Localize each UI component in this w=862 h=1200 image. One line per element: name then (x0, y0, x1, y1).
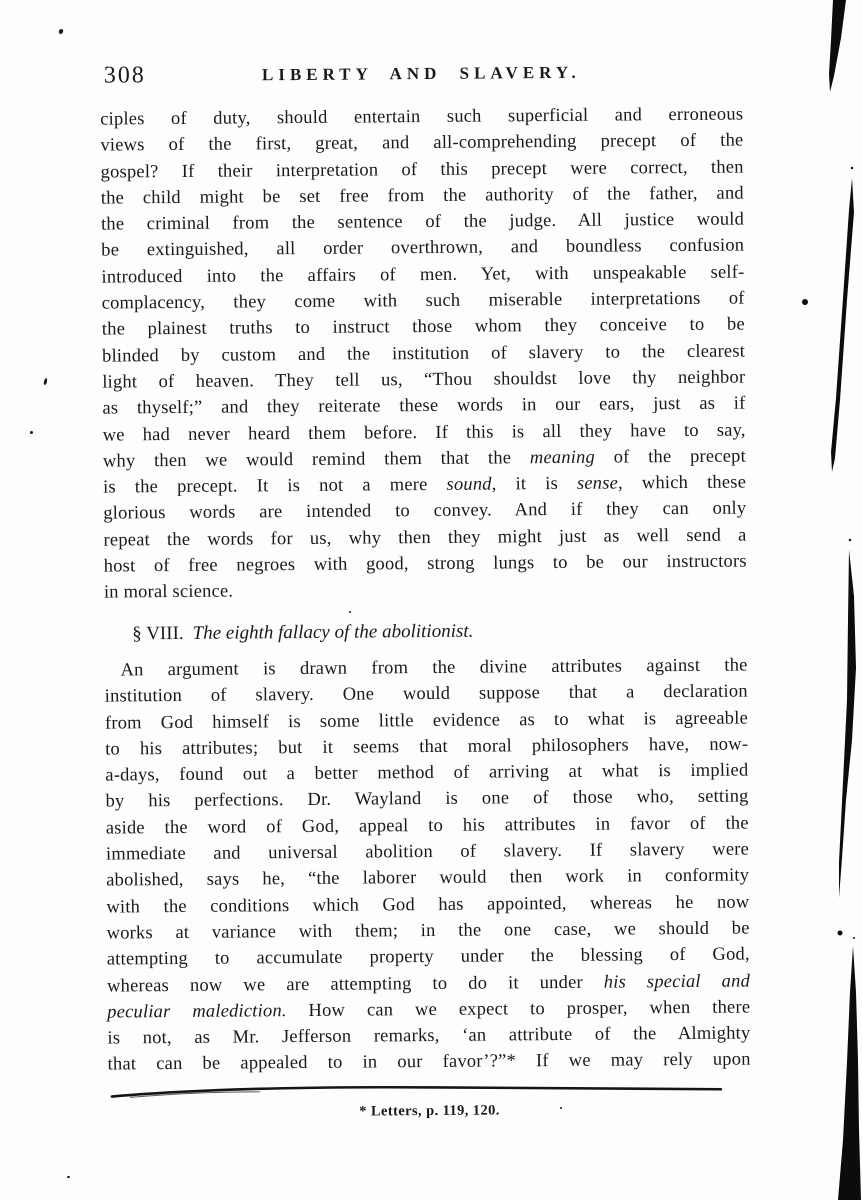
text-line: the plainest truths to instruct those whom they conceive to be (101, 314, 745, 340)
text-line: repeat the words for us, why then they might just as well send a (103, 525, 747, 551)
text-line: immediate and universal abolition of slavery. If slavery were (105, 839, 750, 865)
text-line: glorious words are intended to convey. And if they can only (103, 498, 747, 525)
text-line: to his attributes; but it seems that moral philosophers have, now- (105, 734, 749, 760)
text-line: is the precept. It is not a mere sound, it is sense, which these (103, 472, 747, 498)
text-line: from God himself is some little evidence as to what is agreeable (104, 708, 749, 734)
section-title: The eighth fallacy of the abolitionist. (192, 620, 474, 644)
running-title: LIBERTY AND SLAVERY. (261, 62, 581, 85)
scan-binding-artifact (795, 0, 862, 1200)
text-line: whereas now we are attempting to do it under his special and (106, 971, 751, 997)
scan-speck (560, 1107, 562, 1109)
footnote: * Letters, p. 119, 120. (359, 1102, 500, 1120)
page-number: 308 (103, 62, 146, 89)
text-line: we had never heard them before. If this is all they have to say, (102, 420, 746, 446)
scan-speck (349, 611, 351, 613)
text-line: by his perfections. Dr. Wayland is one of those who, setting (105, 786, 749, 813)
text-line: why then we would remind them that the meaning of the precept (102, 446, 746, 472)
text-line: blinded by custom and the institution of slavery to the clearest (101, 341, 746, 367)
text-line: aside the word of God, appeal to his attributes in favor of the (105, 813, 749, 839)
text-line: views of the first, great, and all-comprehending precept of the (100, 130, 744, 156)
text-line: be extinguished, all order overthrown, and boundless confusion (101, 236, 745, 262)
text-line: a-days, found out a better method of arriving at what is implied (105, 760, 749, 786)
paragraph-1 (100, 102, 747, 607)
text-line: the criminal from the sentence of the judge. All justice would (100, 209, 745, 235)
text-line: in moral science. (103, 581, 234, 603)
text-line: peculiar malediction. How can we expect to prosper, when there (107, 997, 751, 1023)
text-line: gospel? If their interpretation of this precept were correct, then (100, 157, 744, 183)
text-line: light of heaven. They tell us, “Thou shouldst love thy neighbor (102, 367, 746, 393)
text-line: is not, as Mr. Jefferson remarks, ‘an attribute of the Almighty (107, 1023, 751, 1049)
text-line: ciples of duty, should entertain such superficial and erroneous (100, 104, 744, 130)
text-line: An argument is drawn from the divine attributes against the (120, 655, 748, 681)
text-line: works at variance with them; in the one case, we should be (106, 918, 750, 944)
text-line: introduced into the affairs of men. Yet, with unspeakable self- (101, 262, 745, 288)
text-line: host of free negroes with good, strong lungs to be our instructors (103, 551, 747, 577)
text-line: complacency, they come with such miserable interpretations of (101, 288, 745, 314)
paragraph-2 (104, 653, 750, 1079)
scan-speck (30, 431, 33, 434)
text-line: as thyself;” and they reiterate these words in our ears, just as if (102, 393, 746, 419)
section-heading (104, 616, 747, 648)
text-line: attempting to accumulate property under the blessing of God, (106, 944, 750, 970)
section-number: § VIII. (132, 622, 184, 645)
scan-speck (67, 1176, 70, 1178)
text-line: institution of slavery. One would suppose that a declaration (104, 681, 748, 707)
text-line: that can be appealed to in our favor’?”* If we may rely upon (107, 1049, 751, 1076)
text-line: abolished, says he, “the laborer would then work in conformity (106, 865, 750, 891)
footnote-rule (110, 1080, 724, 1103)
text-line: with the conditions which God has appointed, whereas he now (106, 892, 750, 918)
text-line: the child might be set free from the authority of the father, and (100, 183, 744, 209)
